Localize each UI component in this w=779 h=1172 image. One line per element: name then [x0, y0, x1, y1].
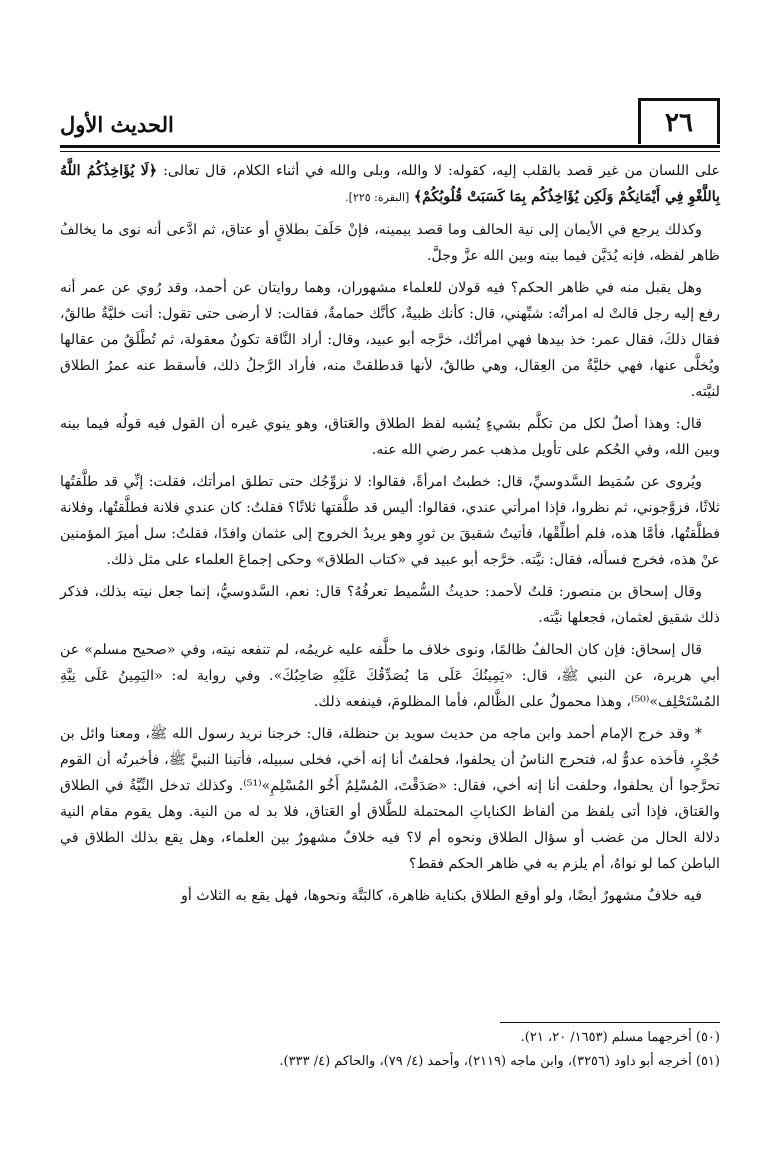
footnote-separator	[500, 1022, 720, 1023]
paragraph	[60, 158, 720, 211]
paragraph: وقال إسحاق بن منصور: قلتُ لأحمد: حديثُ السُّميط تعرفُهُ؟ قال: نعم، السَّدوسيُّ، إنما جعل نيته بذلك، فذكر ذلك شقيق لعثمان، فجعلها نيَّته.	[60, 584, 720, 626]
paragraph: قال: وهذا أصلٌ لكل من تكلَّم بشيءٍ يُشبه لفظ الطلاق والعَتاق، وهو ينوي غيره أن القول فيه قولُه فيما بينه وبين الله، وفي الحُكم على تأويل مذهب عمر رضي الله عنه.	[60, 416, 720, 458]
paragraph: قال إسحاق: فإن كان الحالفُ ظالمًا، ونوى خلاف ما حلَّفه عليه غريمُه، لم تنفعه نيته، وفي «صحيح مسلم» عن أبي هريرة، عن النبي ﷺ، قال: «يَمِينُكَ عَلَى مَا يُصَدِّقُكَ عَلَيْهِ صَاحِبُكَ». وفي رواية له: «اليَمِينُ عَلَى نِيَّةِ المُسْتَحْلِف»⁽⁵⁰⁾، وهذا محمولٌ على الظَّالم، فأما المظلومَ، فينفعه ذلك.	[60, 642, 720, 710]
paragraph: وهل يقبل منه في ظاهر الحكم؟ فيه قولان للعلماء مشهوران، وهما روايتان عن أحمد، وقد رُوي عن عمر أنه رفع إليه رجل قالتْ له امرأتُه: شبِّهني، قال: كأنك ظبيةٌ، كأنَّك حمامةٌ، فقالت: لا أرضى حتى تقول: أنت خليَّةٌ طالقٌ، فقال ذلكَ، فقال عمر: خذ بيدها فهي امرأتُك، خرَّجه أبو عبيد، وقال: أراد النَّاقة تكونُ معقولة، ثم تُطْلَقُ من عقالها ويُخلَّى عنها، فهي خليَّةٌ من العِقال، وهي طالقٌ، لأنها قدطلقتْ منه، فأراد الرَّجلُ ذلك، فأسقط عنه عمرُ الطلاق لنيَّته.	[60, 280, 720, 400]
page-header	[60, 98, 720, 148]
paragraph: ويُروى عن سُمَيط السَّدوسيِّ، قال: خطبتُ امرأةً، فقالوا: لا نزوِّجُك حتى تطلق امرأتك، فقلت: إنِّي قد طلَّقتُها ثلاثًا، فزوَّجوني، ثم نظروا، فإذا امرأتي عندي، فقالوا: أليس قد طلَّقتها ثلاثًا؟ فقلتُ: كان عندي فلانة فطلَّقتُها، وفلانة فطلَّقتُها، فأمَّا هذه، فلم أطلِّقْها، فأتيتُ شقيقَ بن ثورٍ وهو يريدُ الخروج إلى عثمان وافدًا، فقلتُ: سل أميرَ المؤمنين عنْ هذه، فخرج فسأله، فقال: نيَّته. خرَّجه أبو عبيد في «كتاب الطلاق» وحكى إجماعَ العلماء على مثل ذلك.	[60, 474, 720, 568]
running-title: الحديث الأول	[60, 112, 174, 137]
page-number: ٢٦	[638, 98, 720, 144]
verse-reference: [البقرة: ٢٢٥].	[345, 191, 410, 204]
paragraph-text: على اللسان من غير قصد بالقلب إليه، كقوله: لا والله، وبلى والله في أثناء الكلام، قال تعالى:	[163, 163, 720, 179]
paragraph: فيه خلافٌ مشهورٌ أيضًا، ولو أوقع الطلاق بكناية ظاهرة، كالبَتَّة ونحوها، فهل يقع به الثلاث أو	[181, 888, 702, 904]
header-rule-thin	[60, 151, 720, 152]
footnotes	[60, 1026, 720, 1074]
quran-verse: ﴿لَا يُؤَاخِذُكُمُ اللَّهُ بِاللَّغْوِ فِي أَيْمَانِكُمْ وَلَكِن يُؤَاخِذُكُم بِمَا كَسَبَتْ قُلُوبُكُمْ﴾	[60, 163, 720, 205]
main-text	[60, 158, 720, 915]
header-rule	[60, 145, 720, 148]
paragraph: * وقد خرج الإمام أحمد وابن ماجه من حديث سويد بن حنظلة، قال: خرجنا نريد رسول الله ﷺ، ومعنا وائل بن حُجْرٍ، فأخذه عدوٌّ له، فتحرج الناسُ أن يحلفوا، فحلفتُ أنا إنه أخي، فخلى سبيله، فأتينا النبيَّ ﷺ، فأخبرتُه أن القوم تحرَّجوا أن يحلفوا، وحلفت أنا إنه أخي، فقال: «صَدَقْتَ، المُسْلِمُ أَخُو المُسْلِمِ»⁽⁵¹⁾. وكذلك تدخل النِّيَّةُ في الطلاق والعَتاق، فإذا أتى بلفظ من ألفاظ الكناياتِ المحتملة للطَّلاق أو العَتاق، فلا بد له من النية. وهل يقوم مقام النية دلالة الحال من غضب أو سؤال الطلاق ونحوه أم لا؟ فيه خلافٌ مشهورٌ بين العلماء، وهل يقع بذلك الطلاق في الباطن كما لو نواهُ، أم يلزم به في ظاهر الحكم فقط؟	[60, 726, 720, 872]
footnote: (٥٠) أخرجهما مسلم (١٦٥٣/ ٢٠، ٢١).	[520, 1030, 720, 1045]
footnote: (٥١) أخرجه أبو داود (٣٢٥٦)، وابن ماجه (٢١١٩)، وأحمد (٤/ ٧٩)، والحاكم (٤/ ٣٣٣).	[279, 1054, 720, 1069]
paragraph: وكذلك يرجع في الأيمان إلى نية الحالف وما قصد بيمينه، فإنْ حَلَفَ بطلاقٍ أو عتاق، ثم ادَّعى أنه نوى ما يخالفُ ظاهر لفظه، فإنه يُدَيَّن فيما بينه وبين الله عزَّ وجلَّ.	[60, 222, 720, 264]
